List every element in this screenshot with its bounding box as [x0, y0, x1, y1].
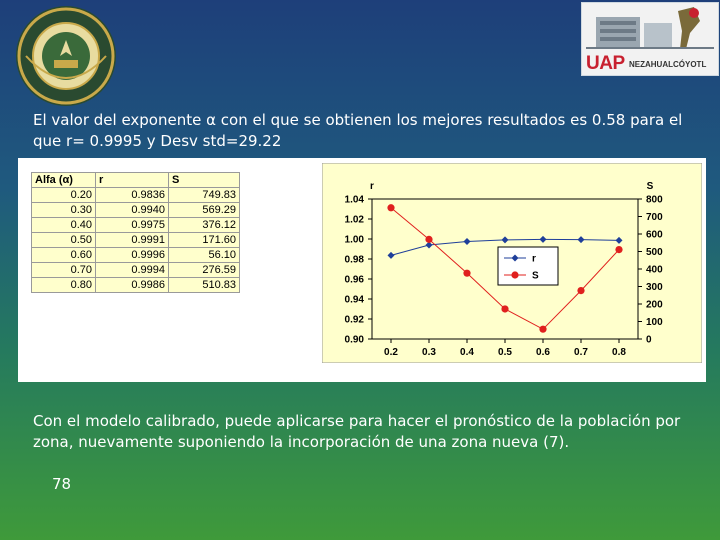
page-number: 78	[52, 475, 72, 493]
table-row	[32, 248, 240, 263]
x-tick-label: 0.5	[498, 347, 512, 358]
table-cell: 0.9991	[96, 233, 169, 248]
table-cell: 0.70	[32, 263, 96, 278]
column-header-r: r	[96, 173, 169, 188]
x-tick-label: 0.4	[460, 347, 474, 358]
table-cell: 0.9975	[96, 218, 169, 233]
table-cell: 56.10	[169, 248, 240, 263]
x-tick-label: 0.3	[422, 347, 436, 358]
legend-label-r: r	[532, 253, 536, 265]
table-cell: 0.20	[32, 188, 96, 203]
table-cell: 0.9996	[96, 248, 169, 263]
data-point-S	[577, 287, 584, 294]
table-cell: 0.9994	[96, 263, 169, 278]
left-tick-label: 1.00	[344, 234, 364, 246]
data-point-S	[501, 305, 508, 312]
table-row	[32, 218, 240, 233]
table-row	[32, 233, 240, 248]
uap-logo-subtext: NEZAHUALCÓYOTL	[629, 60, 707, 69]
left-tick-label: 0.92	[344, 314, 364, 326]
legend-box	[498, 247, 558, 285]
building-illustration-icon	[582, 3, 718, 53]
university-seal-logo	[14, 4, 118, 108]
right-tick-label: 0	[646, 334, 652, 346]
data-point-S	[539, 326, 546, 333]
uap-logo	[581, 2, 719, 76]
right-axis-label: S	[646, 181, 654, 192]
table-cell: 0.40	[32, 218, 96, 233]
table-row	[32, 278, 240, 293]
right-tick-label: 300	[646, 282, 663, 293]
column-header-alpha: Alfa (α)	[32, 173, 96, 188]
table-row	[32, 263, 240, 278]
table-cell: 376.12	[169, 218, 240, 233]
table-cell: 749.83	[169, 188, 240, 203]
table-cell: 0.9986	[96, 278, 169, 293]
x-tick-label: 0.7	[574, 347, 588, 358]
table-row	[32, 203, 240, 218]
legend-marker-S	[511, 271, 518, 278]
table-cell: 0.30	[32, 203, 96, 218]
table-cell: 0.80	[32, 278, 96, 293]
right-tick-label: 100	[646, 317, 663, 328]
left-axis-label: r	[370, 181, 374, 192]
data-point-S	[615, 246, 622, 253]
table-cell: 276.59	[169, 263, 240, 278]
left-tick-label: 0.94	[344, 294, 364, 306]
right-tick-label: 200	[646, 299, 663, 311]
x-tick-label: 0.8	[612, 347, 626, 358]
right-tick-label: 400	[646, 264, 663, 276]
table-cell: 510.83	[169, 278, 240, 293]
alpha-results-table	[31, 172, 240, 293]
x-tick-label: 0.6	[536, 347, 550, 358]
right-tick-label: 600	[646, 229, 663, 241]
table-cell: 0.9940	[96, 203, 169, 218]
left-tick-label: 0.96	[344, 274, 364, 286]
table-cell: 0.9836	[96, 188, 169, 203]
uap-logo-text: UAP	[586, 53, 625, 74]
data-point-S	[463, 270, 470, 277]
left-tick-label: 0.98	[344, 254, 364, 266]
table-row	[32, 188, 240, 203]
left-tick-label: 0.90	[344, 334, 364, 346]
legend-label-S: S	[532, 270, 539, 282]
right-tick-label: 800	[646, 194, 663, 206]
forecast-paragraph: Con el modelo calibrado, puede aplicarse para hacer el pronóstico de la población por zona, nuevamente suponiendo la incorporación de una zona nueva (7).	[33, 412, 681, 451]
left-tick-label: 1.04	[344, 194, 364, 206]
data-point-S	[387, 204, 394, 211]
x-tick-label: 0.2	[384, 347, 398, 358]
table-cell: 0.50	[32, 233, 96, 248]
left-tick-label: 1.02	[344, 214, 364, 226]
column-header-s: S	[169, 173, 240, 188]
table-header-row	[32, 173, 240, 188]
alpha-r-s-chart	[322, 163, 702, 363]
table-cell: 171.60	[169, 233, 240, 248]
table-cell: 569.29	[169, 203, 240, 218]
right-tick-label: 700	[646, 212, 663, 223]
intro-paragraph: El valor del exponente α con el que se obtienen los mejores resultados es 0.58 para el que r= 0.9995 y Desv std=29.22	[33, 111, 683, 150]
data-point-S	[425, 236, 432, 243]
right-tick-label: 500	[646, 247, 663, 258]
table-cell: 0.60	[32, 248, 96, 263]
